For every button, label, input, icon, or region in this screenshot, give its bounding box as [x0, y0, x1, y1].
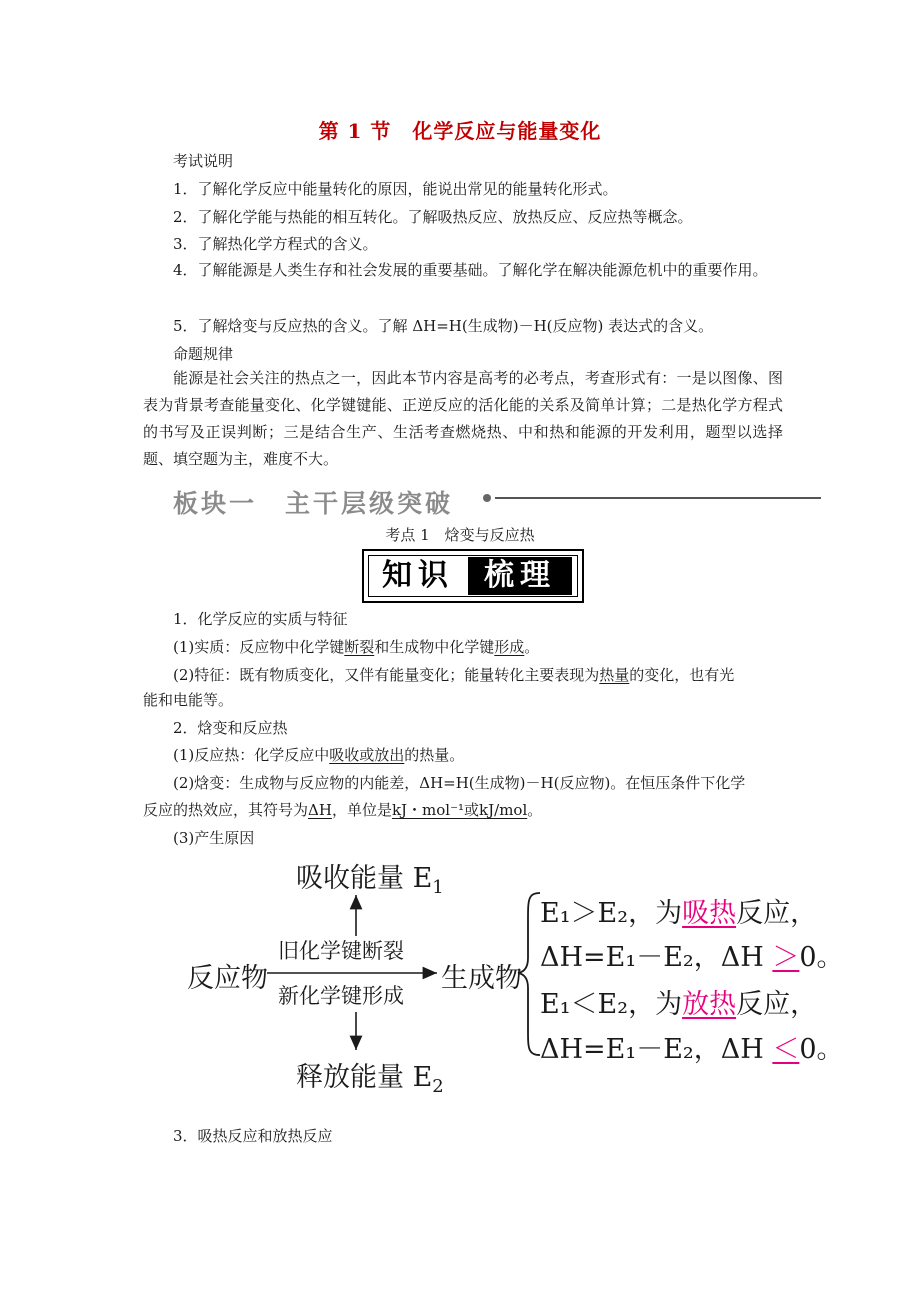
badge-right-text: 梳理: [468, 557, 572, 595]
section-banner: 板块一 主干层级突破: [173, 489, 454, 518]
exam-note-5: 5．了解焓变与反应热的含义。了解 ΔH=H(生成物)－H(反应物) 表达式的含义。: [173, 317, 714, 335]
kaodian-heading: 考点 1 焓变与反应热: [385, 526, 535, 544]
s2-l1-answer: 吸收或放出: [329, 746, 405, 764]
badge-left-text: 知识: [370, 557, 466, 595]
diagram-reactants: 反应物: [187, 963, 268, 994]
diagram-release-energy: 释放能量 $E_2$: [296, 1062, 444, 1097]
diagram-products: 生成物: [441, 963, 522, 994]
s2-heading: 2．焓变和反应热: [173, 719, 288, 737]
s1-l2-answer: 热量: [599, 666, 630, 684]
s2-l3-answer-2: kJ・mol⁻¹或kJ/mol: [391, 801, 528, 819]
s1-l2-end: 的变化，也有光: [629, 666, 735, 684]
exam-note-3: 3．了解热化学方程式的含义。: [173, 235, 378, 253]
exam-note-1: 1．了解化学反应中能量转化的原因，能说出常见的能量转化形式。: [173, 180, 618, 198]
s1-heading: 1．化学反应的实质与特征: [173, 610, 348, 628]
diagram-bond-breaking: 旧化学键断裂: [278, 939, 404, 963]
brace: [518, 893, 540, 1055]
pattern-heading: 命题规律: [173, 345, 234, 363]
pattern-text: 能源是社会关注的热点之一，因此本节内容是高考的必考点，考查形式有：一是以图像、图表为背景考查能量变化、化学键键能、正逆反应的活化能的关系及简单计算；二是热化学方程式的书写及正误判断；三是结合生产、生活考查燃烧热、中和热和能源的开发利用，题型以选择题、填空题为主，难度不大。: [143, 369, 783, 468]
s3-heading: 3．吸热反应和放热反应: [173, 1127, 333, 1145]
case-2-condition: E₁＜E₂，为放热反应，: [540, 989, 818, 1020]
s2-l1-end: 的热量。: [404, 746, 465, 764]
answer-less: ＜: [772, 1034, 800, 1065]
answer-greater: ＞: [772, 942, 800, 973]
s1-l2-pre: (2)特征：既有物质变化，又伴有能量变化；能量转化主要表现为: [173, 666, 600, 684]
s1-line-3: 能和电能等。: [143, 691, 234, 709]
diagram-bond-forming: 新化学键形成: [278, 984, 404, 1008]
answer-exothermic: 放热: [682, 989, 737, 1020]
exam-notes-heading: 考试说明: [173, 152, 234, 170]
s2-l1-pre: (1)反应热：化学反应中: [173, 746, 330, 764]
answer-endothermic: 吸热: [682, 898, 737, 929]
s1-l1-answer-2: 形成: [494, 638, 525, 656]
diagram-absorb-energy: 吸收能量 $E_1$: [296, 863, 444, 898]
exam-note-2: 2．了解化学能与热能的相互转化。了解吸热反应、放热反应、反应热等概念。: [173, 208, 693, 226]
case-2-formula: ΔH=E₁－E₂，ΔH ＜0。: [540, 1034, 844, 1065]
case-1-formula: ΔH=E₁－E₂，ΔH ＞0。: [540, 942, 844, 973]
s2-line-4: (3)产生原因: [173, 829, 255, 847]
s2-l3-mid: ，单位是: [331, 801, 392, 819]
s1-l1-mid: 和生成物中化学键: [374, 638, 495, 656]
s2-l3-end: 。: [527, 801, 543, 819]
s2-line-2: (2)焓变：生成物与反应物的内能差，ΔH=H(生成物)－H(反应物)。在恒压条件下化学: [173, 774, 746, 792]
s2-l3-answer-1: ΔH: [308, 801, 332, 819]
s1-l1-pre: (1)实质：反应物中化学键: [173, 638, 345, 656]
s1-l1-answer-1: 断裂: [344, 638, 375, 656]
page-title: 第 1 节 化学反应与能量变化: [318, 119, 602, 143]
case-1-condition: E₁＞E₂，为吸热反应，: [540, 898, 818, 929]
s2-l3-pre: 反应的热效应，其符号为: [143, 801, 309, 819]
s1-l1-end: 。: [524, 638, 540, 656]
exam-note-4: 4．了解能源是人类生存和社会发展的重要基础。了解化学在解决能源危机中的重要作用。: [173, 261, 768, 279]
